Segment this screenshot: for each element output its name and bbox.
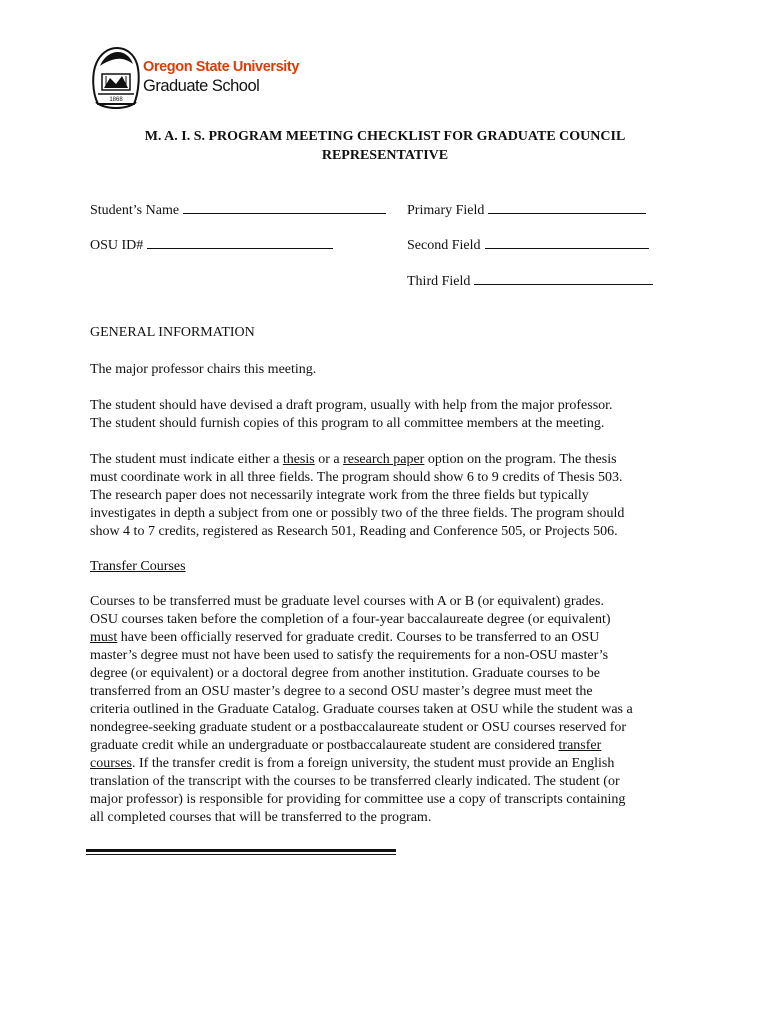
text-span: graduate credit while an undergraduate or postbaccalaureate student are considered — [90, 738, 559, 753]
research-paper-term: research paper — [343, 452, 425, 467]
courses-term: courses — [90, 756, 132, 771]
document-title-line1: M. A. I. S. PROGRAM MEETING CHECKLIST FOR GRADUATE COUNCIL — [144, 129, 626, 144]
second-field-field[interactable] — [407, 236, 649, 254]
text-span: The student must indicate either a — [90, 452, 283, 467]
second-field-label: Second Field — [407, 238, 481, 253]
paragraph-line: major professor) is responsible for providing for committee use a copy of transcripts containing — [90, 792, 626, 807]
paragraph-line: show 4 to 7 credits, registered as Research 501, Reading and Conference 505, or Projects 506. — [90, 524, 618, 539]
section-divider — [86, 849, 396, 855]
text-span: have been officially reserved for graduate credit. Courses to be transferred to an OSU — [117, 630, 600, 645]
third-field-label: Third Field — [407, 274, 471, 289]
paragraph-line: translation of the transcript with the courses to be transferred clearly indicated. The student (or — [90, 774, 620, 789]
paragraph-line: The student should furnish copies of this program to all committee members at the meeting. — [90, 416, 605, 431]
general-info-paragraph-3 — [90, 451, 680, 541]
paragraph-line: Courses to be transferred must be graduate level courses with A or B (or equivalent) grades. — [90, 594, 604, 609]
transfer-term: transfer — [558, 738, 602, 753]
svg-text:1868: 1868 — [109, 97, 123, 103]
paragraph-line: The student should have devised a draft program, usually with help from the major professor. — [90, 398, 613, 413]
paragraph-line: all completed courses that will be transferred to the program. — [90, 810, 432, 825]
beaver-seal-icon — [90, 44, 142, 112]
text-span: or a — [314, 452, 344, 467]
paragraph-line — [90, 451, 680, 469]
text-span: option on the program. The thesis — [424, 452, 617, 467]
osu-id-field[interactable] — [90, 236, 333, 254]
second-field-blank[interactable] — [485, 236, 649, 249]
paragraph-line: OSU courses taken before the completion of a four-year baccalaureate degree (or equivalent) — [90, 612, 611, 627]
logo-university-name: Oregon State University — [143, 59, 299, 75]
students-name-field[interactable] — [90, 201, 386, 219]
thesis-term: thesis — [282, 452, 315, 467]
paragraph-line — [90, 737, 680, 755]
primary-field-blank[interactable] — [488, 201, 646, 214]
third-field-field[interactable] — [407, 272, 653, 290]
paragraph-line: The research paper does not necessarily integrate work from the three fields but typically — [90, 488, 589, 503]
text-span: . If the transfer credit is from a foreign university, the student must provide an English — [132, 756, 615, 771]
paragraph-line: must coordinate work in all three fields. The program should show 6 to 9 credits of Thesis 503. — [90, 470, 623, 485]
third-field-blank[interactable] — [474, 272, 653, 285]
paragraph-line: degree (or equivalent) or a doctoral degree from another institution. Graduate courses to be — [90, 666, 601, 681]
logo-graduate-school: Graduate School — [143, 77, 260, 95]
paragraph-line: transferred from an OSU master’s degree to a second OSU master’s degree must meet the — [90, 684, 593, 699]
osu-id-blank[interactable] — [147, 236, 333, 249]
paragraph-line: nondegree-seeking graduate student or a postbaccalaureate student or OSU courses reserved for — [90, 720, 627, 735]
paragraph-line — [90, 629, 680, 647]
general-info-heading: GENERAL INFORMATION — [90, 325, 255, 340]
osu-id-label: OSU ID# — [90, 238, 144, 253]
document-title-line2: REPRESENTATIVE — [321, 148, 449, 163]
paragraph-line: investigates in depth a subject from one or possibly two of the three fields. The program should — [90, 506, 625, 521]
students-name-blank[interactable] — [183, 201, 386, 214]
must-term: must — [90, 630, 118, 645]
general-info-paragraph-2 — [90, 397, 680, 433]
paragraph-line: master’s degree must not have been used to satisfy the requirements for a non-OSU master’s — [90, 648, 609, 663]
primary-field-label: Primary Field — [407, 203, 485, 218]
transfer-courses-paragraph — [90, 593, 680, 827]
paragraph-line — [90, 755, 680, 773]
primary-field-field[interactable] — [407, 201, 646, 219]
general-info-paragraph-1: The major professor chairs this meeting. — [90, 362, 317, 377]
transfer-courses-heading: Transfer Courses — [90, 559, 186, 574]
students-name-label: Student’s Name — [90, 203, 180, 218]
paragraph-line: criteria outlined in the Graduate Catalog. Graduate courses taken at OSU while the student was a — [90, 702, 633, 717]
